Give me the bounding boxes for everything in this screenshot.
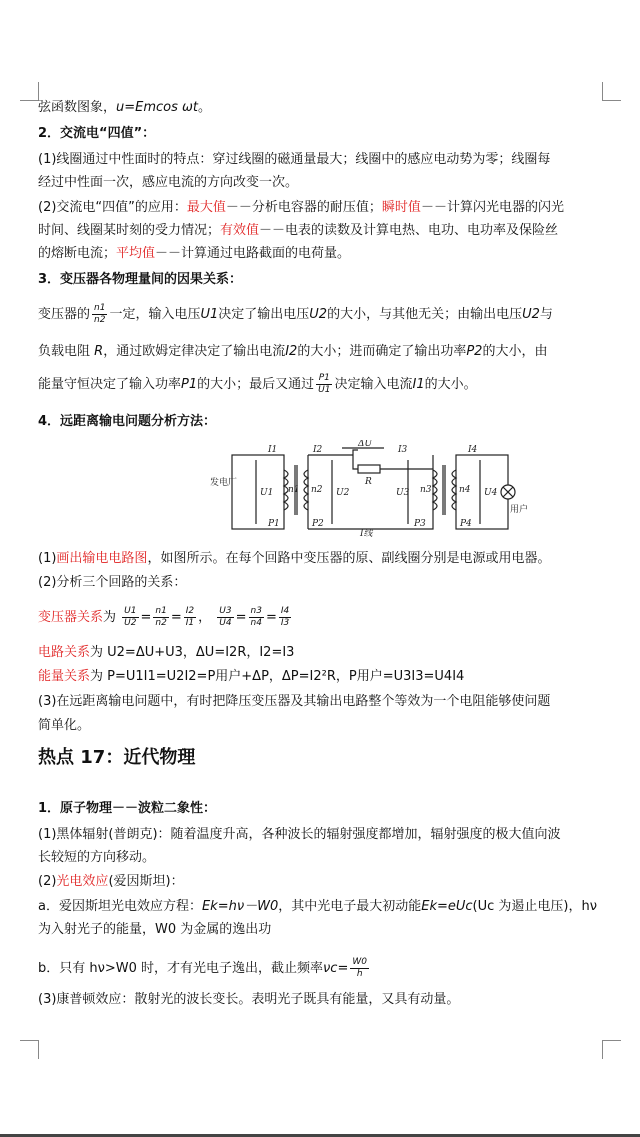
text-line: (2)分析三个回路的关系：: [38, 575, 187, 590]
circuit-label: I1: [268, 445, 278, 455]
text-line: 经过中性面一次，感应电流的方向改变一次。: [38, 175, 299, 190]
circuit-label: U2: [336, 488, 350, 498]
circuit-label: U1: [260, 488, 274, 498]
text-line: 能量关系为 P=U1I1=U2I2=P用户+ΔP，ΔP=I2²R，P用户=U3I3=U4I4: [38, 669, 465, 684]
circuit-label: n1: [288, 485, 300, 495]
fraction: $\frac{I4}{I3}$: [280, 606, 290, 628]
circuit-label-source: 发电厂: [210, 478, 238, 488]
fraction: $\frac{W0}{h}$: [352, 957, 367, 979]
text-line: 长较短的方向移动。: [38, 850, 156, 865]
highlight-term: 画出输电电路图: [56, 551, 148, 566]
highlight-term: 平均值: [116, 246, 156, 261]
page-corner-mark: [602, 1040, 621, 1059]
page-corner-mark: [20, 1040, 39, 1059]
circuit-label: I2: [313, 445, 323, 455]
text-line: (2)光电效应(爱因斯坦)：: [38, 874, 184, 889]
circuit-label: P3: [414, 519, 426, 529]
circuit-label: R: [365, 477, 372, 487]
text-line: 时间、线圈某时刻的受力情况；有效值－－电表的读数及计算电热、电功、电功率及保险丝: [38, 223, 559, 238]
circuit-label: P2: [312, 519, 324, 529]
fraction: $\frac{U1}{U2}$: [124, 606, 137, 628]
text-line: a．爱因斯坦光电效应方程：Ek=hν－W0，其中光电子最大初动能Ek=eUc(Uc 为遏止电压)，hν: [38, 899, 597, 914]
highlight-term: 能量关系: [38, 669, 91, 684]
highlight-term: 变压器关系: [38, 610, 104, 625]
circuit-label: n4: [459, 485, 471, 495]
text-line: (1)画出输电电路图，如图所示。在每个回路中变压器的原、副线圈分别是电源或用电器。: [38, 551, 551, 566]
fraction: $\frac{U3}{U4}$: [219, 606, 232, 628]
text-line: (1)线圈通过中性面时的特点：穿过线圈的磁通量最大；线圈中的感应电动势为零；线圈每: [38, 152, 551, 167]
text-line: (3)康普顿效应：散射光的波长变长。表明光子既具有能量，又具有动量。: [38, 992, 460, 1007]
circuit-label: I线: [360, 529, 373, 539]
circuit-label: I3: [398, 445, 408, 455]
text-line: 负载电阻 R，通过欧姆定律决定了输出电流I2的大小；进而确定了输出功率P2的大小，由: [38, 344, 548, 359]
section-heading: 2．交流电“四值”：: [38, 126, 156, 141]
fraction: $\frac{I2}{I1}$: [185, 606, 195, 628]
circuit-label: I4: [468, 445, 478, 455]
circuit-label: P1: [268, 519, 280, 529]
text-line: 简单化。: [38, 718, 91, 733]
circuit-label: n3: [420, 485, 432, 495]
highlight-term: 电路关系: [38, 645, 91, 660]
text-line: 能量守恒决定了输入功率P1的大小；最后又通过 $\frac{P1}{U1}$ 决定输入电流I1的大小。: [38, 373, 477, 395]
highlight-term: 最大值: [186, 200, 226, 215]
transformer-relation-line: 变压器关系为 $\frac{U1}{U2}$ = $\frac{n1}{n2}$ = $\frac{I2}{I1}$ ， $\frac{U3}{U4}$ = $\frac{n3}{n4}$ = $\frac{I4}{I3}$: [38, 606, 290, 628]
chapter-heading: 热点 17：近代物理: [38, 747, 196, 768]
highlight-term: 有效值: [220, 223, 260, 238]
text-line: 为入射光子的能量，W0 为金属的逸出功: [38, 922, 272, 937]
text-line: 电路关系为 U2=ΔU+U3，ΔU=I2R，I2=I3: [38, 645, 295, 660]
text-line: (1)黑体辐射(普朗克)：随着温度升高，各种波长的辐射强度都增加，辐射强度的极大值向波: [38, 827, 561, 842]
fraction: $\frac{n1}{n2}$: [155, 606, 167, 628]
text-line: b．只有 hν>W0 时，才有光电子逸出，截止频率νc= $\frac{W0}{h}$: [38, 957, 367, 979]
circuit-label-user: 用户: [510, 505, 528, 515]
highlight-term: 瞬时值: [381, 200, 421, 215]
text-line: 弦函数图象，u=Emcos ωt。: [38, 100, 212, 115]
text-line: (2)交流电“四值”的应用：最大值－－分析电容器的耐压值；瞬时值－－计算闪光电器的闪光: [38, 200, 564, 215]
circuit-label: U3: [396, 488, 410, 498]
circuit-label: P4: [460, 519, 472, 529]
text-line: 变压器的 $\frac{n1}{n2}$ 一定，输入电压U1决定了输出电压U2的大小，与其他无关；由输出电压U2与: [38, 303, 553, 325]
section-heading: 1．原子物理－－波粒二象性：: [38, 801, 217, 816]
fraction: $\frac{n1}{n2}$: [94, 303, 106, 325]
circuit-label: ΔU: [358, 440, 373, 449]
text-line: 的熔断电流；平均值－－计算通过电路截面的电荷量。: [38, 246, 351, 261]
text-line: (3)在远距离输电问题中，有时把降压变压器及其输出电路整个等效为一个电阻能够使问题: [38, 694, 551, 709]
fraction: $\frac{P1}{U1}$: [318, 373, 331, 395]
section-heading: 3．变压器各物理量间的因果关系：: [38, 272, 243, 287]
transmission-circuit-diagram: [208, 440, 528, 540]
circuit-label: U4: [484, 488, 498, 498]
page-corner-mark: [20, 82, 39, 101]
fraction: $\frac{n3}{n4}$: [250, 606, 262, 628]
section-heading: 4．远距离输电问题分析方法：: [38, 414, 217, 429]
highlight-term: 光电效应: [56, 874, 109, 889]
circuit-label: n2: [311, 485, 323, 495]
